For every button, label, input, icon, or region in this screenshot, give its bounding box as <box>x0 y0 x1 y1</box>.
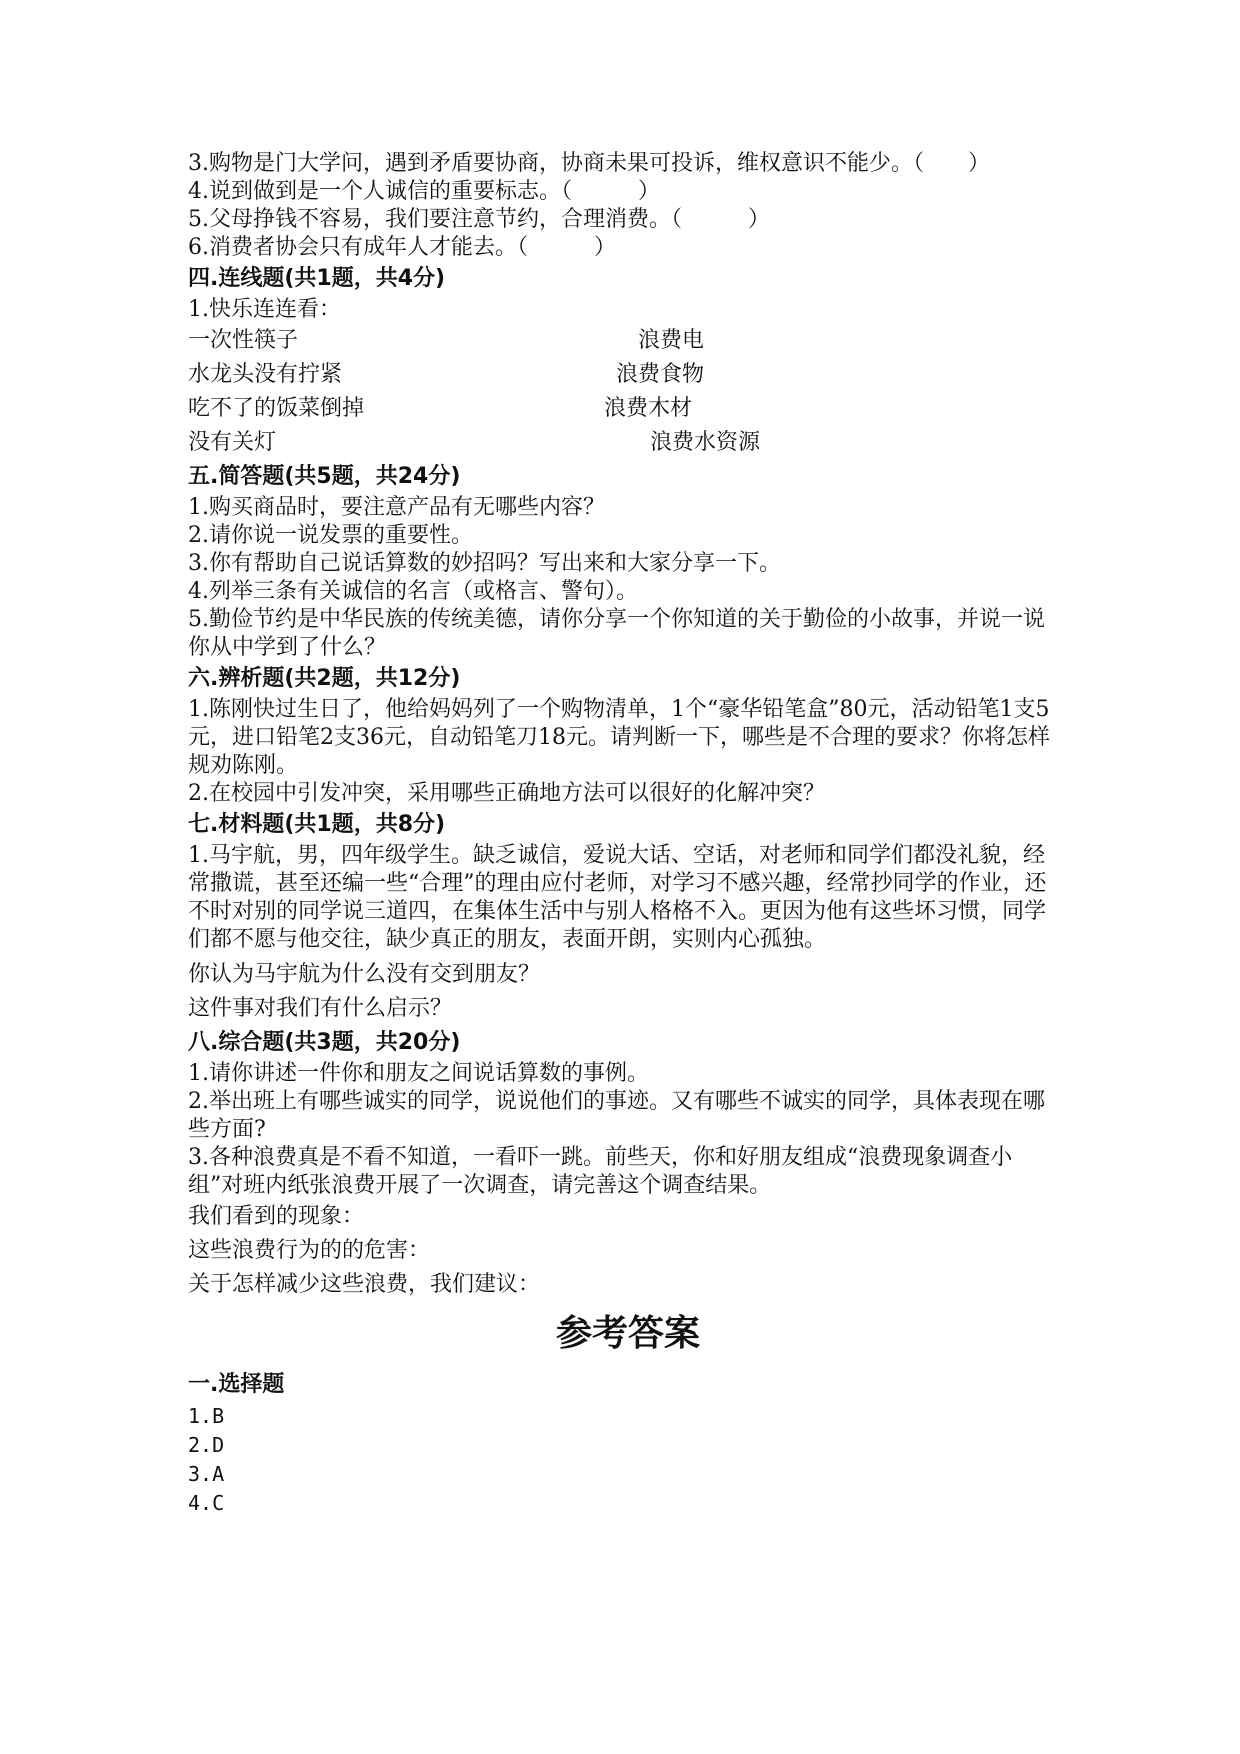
matching-right-item: 浪费水资源 <box>650 430 761 455</box>
question-item: 2.在校园中引发冲突，采用哪些正确地方法可以很好的化解冲突？ <box>188 781 825 806</box>
matching-left-item: 吃不了的饭菜倒掉 <box>188 396 365 421</box>
matching-row <box>188 426 1068 460</box>
question-item: 1.快乐连连看： <box>188 297 341 322</box>
matching-table <box>188 324 1068 460</box>
question-item: 3.购物是门大学问，遇到矛盾要协商，协商未果可投诉，维权意识不能少。（ ） <box>188 151 990 176</box>
question-item: 1.请你讲述一件你和朋友之间说话算数的事例。 <box>188 1061 649 1086</box>
question-item: 2.举出班上有哪些诚实的同学，说说他们的事迹。又有哪些不诚实的同学，具体表现在哪些方面? <box>188 1089 1045 1142</box>
matching-right-item: 浪费食物 <box>616 362 705 387</box>
question-item: 1.陈刚快过生日了，他给妈妈列了一个购物清单，1个“豪华铅笔盒”80元，活动铅笔1支5元，进口铅笔2支36元，自动铅笔刀18元。请判断一下，哪些是不合理的要求？你将怎样规劝陈刚。 <box>188 697 1050 778</box>
matching-row <box>188 358 1068 392</box>
answer-item: 3.A <box>188 1462 225 1486</box>
matching-row <box>188 324 1068 358</box>
matching-left-item: 一次性筷子 <box>188 328 299 353</box>
answers-title: 参考答案 <box>555 1313 700 1354</box>
question-item: 5.父母挣钱不容易，我们要注意节约，合理消费。（ ） <box>188 207 770 232</box>
question-item: 3.你有帮助自己说话算数的妙招吗？写出来和大家分享一下。 <box>188 551 781 576</box>
question-item: 1.购买商品时，要注意产品有无哪些内容？ <box>188 495 605 520</box>
matching-left-item: 没有关灯 <box>188 430 277 455</box>
answer-item: 1.B <box>188 1404 225 1428</box>
answer-prompt: 这些浪费行为的的危害： <box>188 1238 431 1263</box>
section-heading: 一.选择题 <box>188 1372 285 1397</box>
answer-item: 2.D <box>188 1433 225 1457</box>
question-item: 你认为马宇航为什么没有交到朋友？ <box>188 962 541 987</box>
question-item: 4.说到做到是一个人诚信的重要标志。（ ） <box>188 179 660 204</box>
question-item: 5.勤俭节约是中华民族的传统美德，请你分享一个你知道的关于勤俭的小故事，并说一说你从中学到了什么？ <box>188 607 1045 660</box>
answer-prompt: 我们看到的现象： <box>188 1204 365 1229</box>
answer-prompt: 关于怎样减少这些浪费，我们建议： <box>188 1272 541 1297</box>
matching-right-item: 浪费木材 <box>604 396 693 421</box>
true-false-section <box>188 150 1068 262</box>
worksheet-page <box>188 150 1068 1518</box>
matching-left-item: 水龙头没有拧紧 <box>188 362 343 387</box>
section-heading: 四.连线题(共1题，共4分) <box>188 266 446 291</box>
question-item: 3.各种浪费真是不看不知道，一看吓一跳。前些天，你和好朋友组成“浪费现象调查小组”对班内纸张浪费开展了一次调查，请完善这个调查结果。 <box>188 1145 1013 1198</box>
section-heading: 六.辨析题(共2题，共12分) <box>188 666 461 691</box>
section-heading: 七.材料题(共1题，共8分) <box>188 812 446 837</box>
question-item: 4.列举三条有关诚信的名言（或格言、警句）。 <box>188 579 638 604</box>
section-heading: 五.简答题(共5题，共24分) <box>188 464 461 489</box>
answer-item: 4.C <box>188 1491 225 1515</box>
question-item: 6.消费者协会只有成年人才能去。（ ） <box>188 235 616 260</box>
matching-right-item: 浪费电 <box>638 328 705 353</box>
question-item: 2.请你说一说发票的重要性。 <box>188 523 473 548</box>
matching-row <box>188 392 1068 426</box>
section-heading: 八.综合题(共3题，共20分) <box>188 1030 461 1055</box>
material-paragraph: 1.马宇航，男，四年级学生。缺乏诚信，爱说大话、空话，对老师和同学们都没礼貌，经常撒谎，甚至还编一些“合理”的理由应付老师，对学习不感兴趣，经常抄同学的作业，还不时对别的同学说三道四，在集体生活中与别人格格不入。更因为他有这些坏习惯，同学们都不愿与他交往，缺少真正的朋友，表面开朗，实则内心孤独。 <box>188 843 1047 952</box>
question-item: 这件事对我们有什么启示？ <box>188 996 453 1021</box>
